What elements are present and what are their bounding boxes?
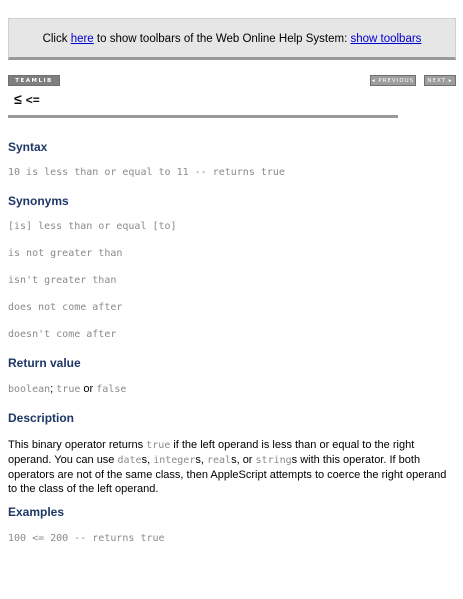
return-false: false [96, 384, 127, 395]
here-link[interactable]: here [70, 33, 94, 45]
desc-code: date [117, 455, 142, 466]
synonym-item: is not greater than [8, 248, 123, 259]
example-code: 100 <= 200 -- returns true [8, 533, 165, 544]
banner-middle: to show toolbars of the Web Online Help System: [93, 33, 351, 45]
desc-text: s, [195, 454, 207, 466]
less-or-equal-symbol: ≤ [14, 91, 22, 107]
desc-text: s, [141, 454, 154, 466]
desc-code: true [146, 440, 171, 451]
desc-text: This binary operator returns [8, 439, 147, 451]
return-or: or [80, 383, 97, 395]
synonym-item: doesn't come after [8, 329, 117, 340]
return-value-text [8, 383, 126, 395]
desc-code: real [206, 455, 232, 466]
page-title-text: <= [25, 93, 40, 107]
return-value-heading: Return value [8, 356, 81, 370]
show-toolbars-link[interactable]: show toolbars [350, 33, 422, 45]
synonym-item: isn't greater than [8, 275, 117, 286]
desc-text: s, or [231, 454, 256, 466]
toolbar-banner [8, 18, 456, 60]
desc-text: s with this operator. If both operators are not of the same class, then AppleScript attempts to coerce the right operand to the class of the left operand. [8, 454, 447, 495]
return-sep: ; [50, 383, 57, 395]
page-title [14, 91, 40, 107]
team-lib-logo[interactable]: TEAMLIB [8, 75, 60, 86]
title-divider [8, 115, 398, 118]
examples-heading: Examples [8, 505, 65, 519]
synonyms-heading: Synonyms [8, 194, 69, 208]
syntax-example: 10 is less than or equal to 11 -- returns true [8, 167, 285, 178]
desc-code: string [255, 455, 292, 466]
description-paragraph [8, 438, 455, 496]
syntax-heading: Syntax [8, 140, 48, 154]
return-type: boolean [8, 384, 51, 395]
synonym-item: [is] less than or equal [to] [8, 221, 177, 232]
previous-button[interactable]: ◂ PREVIOUS [370, 75, 416, 86]
description-heading: Description [8, 411, 75, 425]
return-true: true [56, 384, 81, 395]
next-button[interactable]: NEXT ▸ [424, 75, 456, 86]
banner-prefix: Click [42, 33, 71, 45]
desc-code: integer [153, 455, 196, 466]
desc-text: if the left operand is less than or equal to the right operand. You can use [8, 439, 415, 466]
synonym-item: does not come after [8, 302, 123, 313]
